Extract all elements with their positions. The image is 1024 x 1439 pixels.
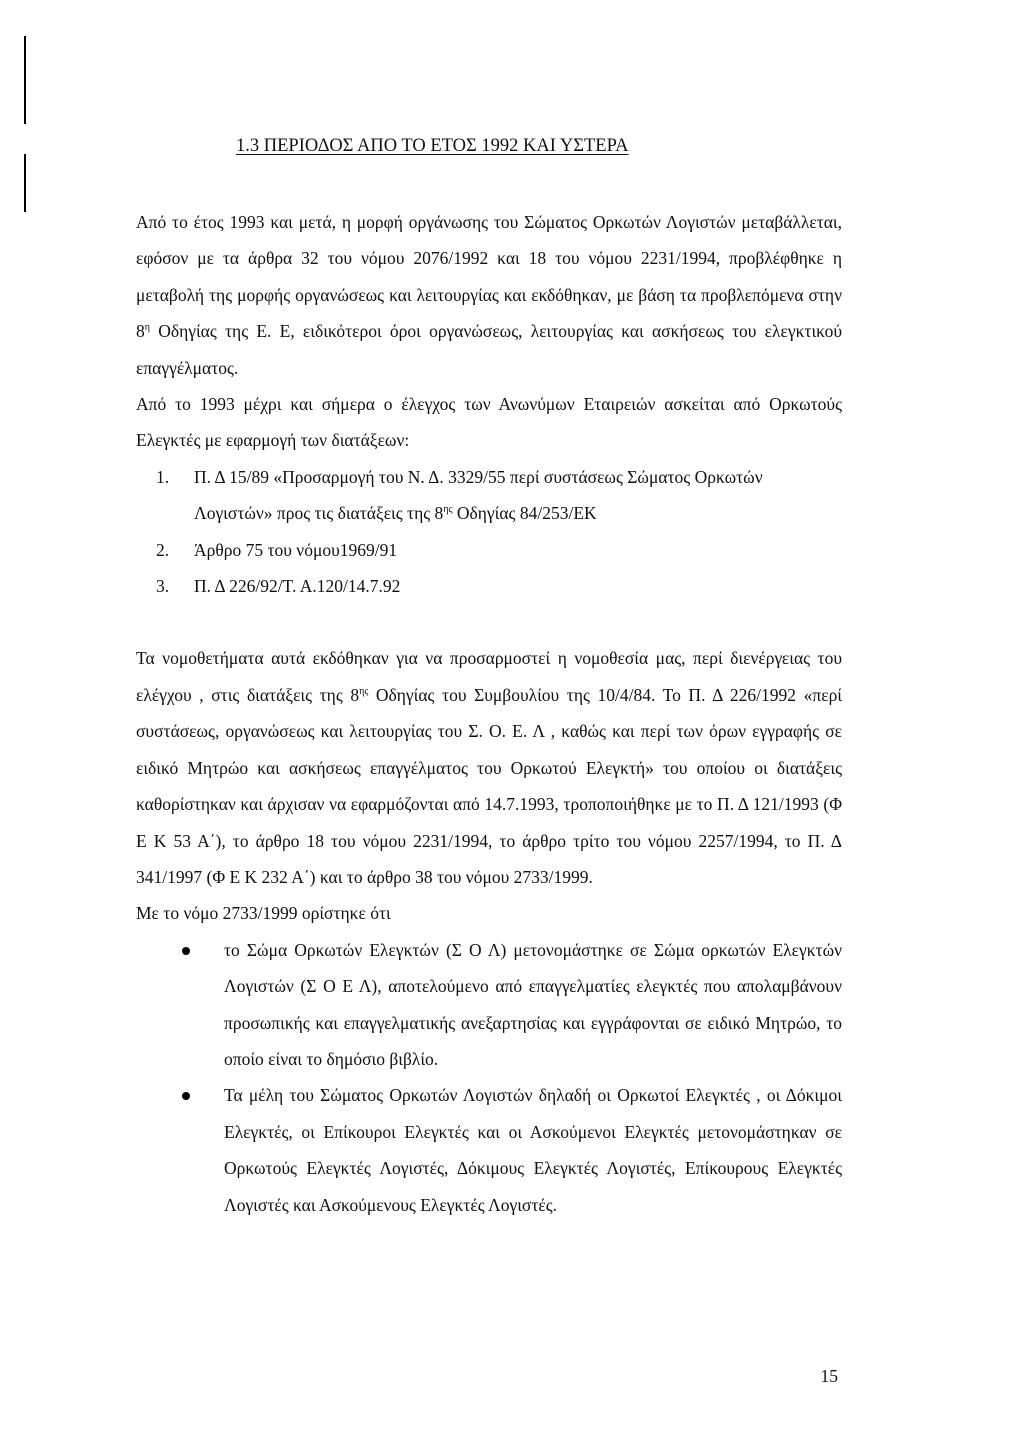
list-item: [136, 459, 842, 532]
bullet-item-text: Τα μέλη του Σώματος Ορκωτών Λογιστών δηλαδή οι Ορκωτοί Ελεγκτές , οι Δόκιμοι Ελεγκτές, οι Επίκουροι Ελεγκτές και οι Ασκούμενοι Ελεγκτές μετονομάστηκαν σε Ορκωτούς Ελεγκτές Λογιστές, Δόκιμους Ελεγκτές Λογιστές, Επίκουρους Ελεγκτές Λογιστές και Ασκούμενους Ελεγκτές Λογιστές.: [224, 1085, 842, 1215]
list-item-number: 3.: [156, 576, 170, 597]
scan-edge-line-top: [24, 36, 26, 124]
list-item: [136, 568, 842, 604]
section-heading: 1.3 ΠΕΡΙΟΔΟΣ ΑΠΟ ΤΟ ΕΤΟΣ 1992 ΚΑΙ ΥΣΤΕΡΑ: [236, 136, 629, 156]
paragraph-intro-text-a: Από το έτος 1993 και μετά, η μορφή οργάνωσης του Σώματος Ορκωτών Λογιστών μεταβάλλεται, εφόσον με τα άρθρα 32 του νόμου 2076/1992 και 18 του νόμου 2231/1994, προβλέφθηκε η μεταβολή της μορφής οργανώσεως και λειτουργίας και εκδόθηκαν, με βάση τα προβλεπόμενα στην 8: [136, 212, 842, 342]
spacer: [136, 604, 842, 640]
bullet-list: [136, 932, 842, 1223]
paragraph-legislation: [136, 640, 842, 895]
paragraph-auditing: Από το 1993 μέχρι και σήμερα ο έλεγχος των Ανωνύμων Εταιρειών ασκείται από Ορκωτούς Ελεγκτές με εφαρμογή των διατάξεων:: [136, 394, 842, 451]
bullet-item: [136, 1077, 842, 1223]
ordinal-superscript: η: [144, 322, 150, 334]
paragraph-legislation-text-b: Οδηγίας του Συμβουλίου της 10/4/84. Το Π. Δ 226/1992 «περί συστάσεως, οργανώσεως και λειτουργίας του Σ. Ο. Ε. Λ , καθώς και περί των όρων εγγραφής σε ειδικό Μητρώο και ασκήσεως επαγγέλματος του Ορκωτού Ελεγκτή» του οποίου οι διατάξεις καθορίστηκαν και άρχισαν να εφαρμόζονται από 14.7.1993, τροποποιήθηκε με το Π. Δ 121/1993 (Φ Ε Κ 53 Α΄), το άρθρο 18 του νόμου 2231/1994, το άρθρο τρίτο του νόμου 2257/1994, το Π. Δ 341/1997 (Φ Ε Κ 232 Α΄) και το άρθρο 38 του νόμου 2733/1999.: [136, 684, 843, 887]
paragraph-intro: [136, 204, 842, 386]
list-item-text-a: Άρθρο 75 του νόμου1969/91: [194, 539, 398, 560]
paragraph-legislation-text-a: Τα νομοθετήματα αυτά εκδόθηκαν για να προσαρμοστεί η νομοθεσία μας, περί διενέργειας του ελέγχου , στις διατάξεις της 8: [136, 648, 842, 705]
paragraph-law-2733: Με το νόμο 2733/1999 ορίστηκε ότι: [136, 903, 391, 924]
document-page: [136, 128, 842, 1223]
list-item-number: 1.: [156, 466, 170, 487]
list-item-number: 2.: [156, 539, 170, 560]
bullet-item: [136, 932, 842, 1078]
scan-edge-line-bottom: [24, 154, 26, 212]
page-number: 15: [820, 1366, 838, 1386]
ordinal-superscript: ης: [359, 685, 369, 697]
list-item: [136, 532, 842, 568]
list-item-text-b: Οδηγίας 84/253/ΕΚ: [452, 503, 597, 524]
bullet-icon: [182, 1092, 190, 1100]
list-item-text-a: Π. Δ 226/92/Τ. Α.120/14.7.92: [194, 576, 401, 597]
ordinal-superscript: ης: [443, 504, 453, 516]
paragraph-intro-text-b: Οδηγίας της Ε. Ε, ειδικότεροι όροι οργανώσεως, λειτουργίας και ασκήσεως του ελεγκτικού επαγγέλματος.: [136, 321, 842, 378]
provisions-list: [136, 459, 842, 605]
bullet-icon: [182, 947, 190, 955]
bullet-item-text: το Σώμα Ορκωτών Ελεγκτών (Σ Ο Λ) μετονομάστηκε σε Σώμα ορκωτών Ελεγκτών Λογιστών (Σ Ο Ε Λ), αποτελούμενο από επαγγελματίες ελεγκτές που απολαμβάνουν προσωπικής και επαγγελματικής ανεξαρτησίας και εγγράφονται σε ειδικό Μητρώο, το οποίο είναι το δημόσιο βιβλίο.: [224, 939, 842, 1069]
list-item-text-a: Π. Δ 15/89 «Προσαρμογή του Ν. Δ. 3329/55 περί συστάσεως Σώματος Ορκωτών Λογιστών» προς τις διατάξεις της 8: [194, 466, 763, 524]
